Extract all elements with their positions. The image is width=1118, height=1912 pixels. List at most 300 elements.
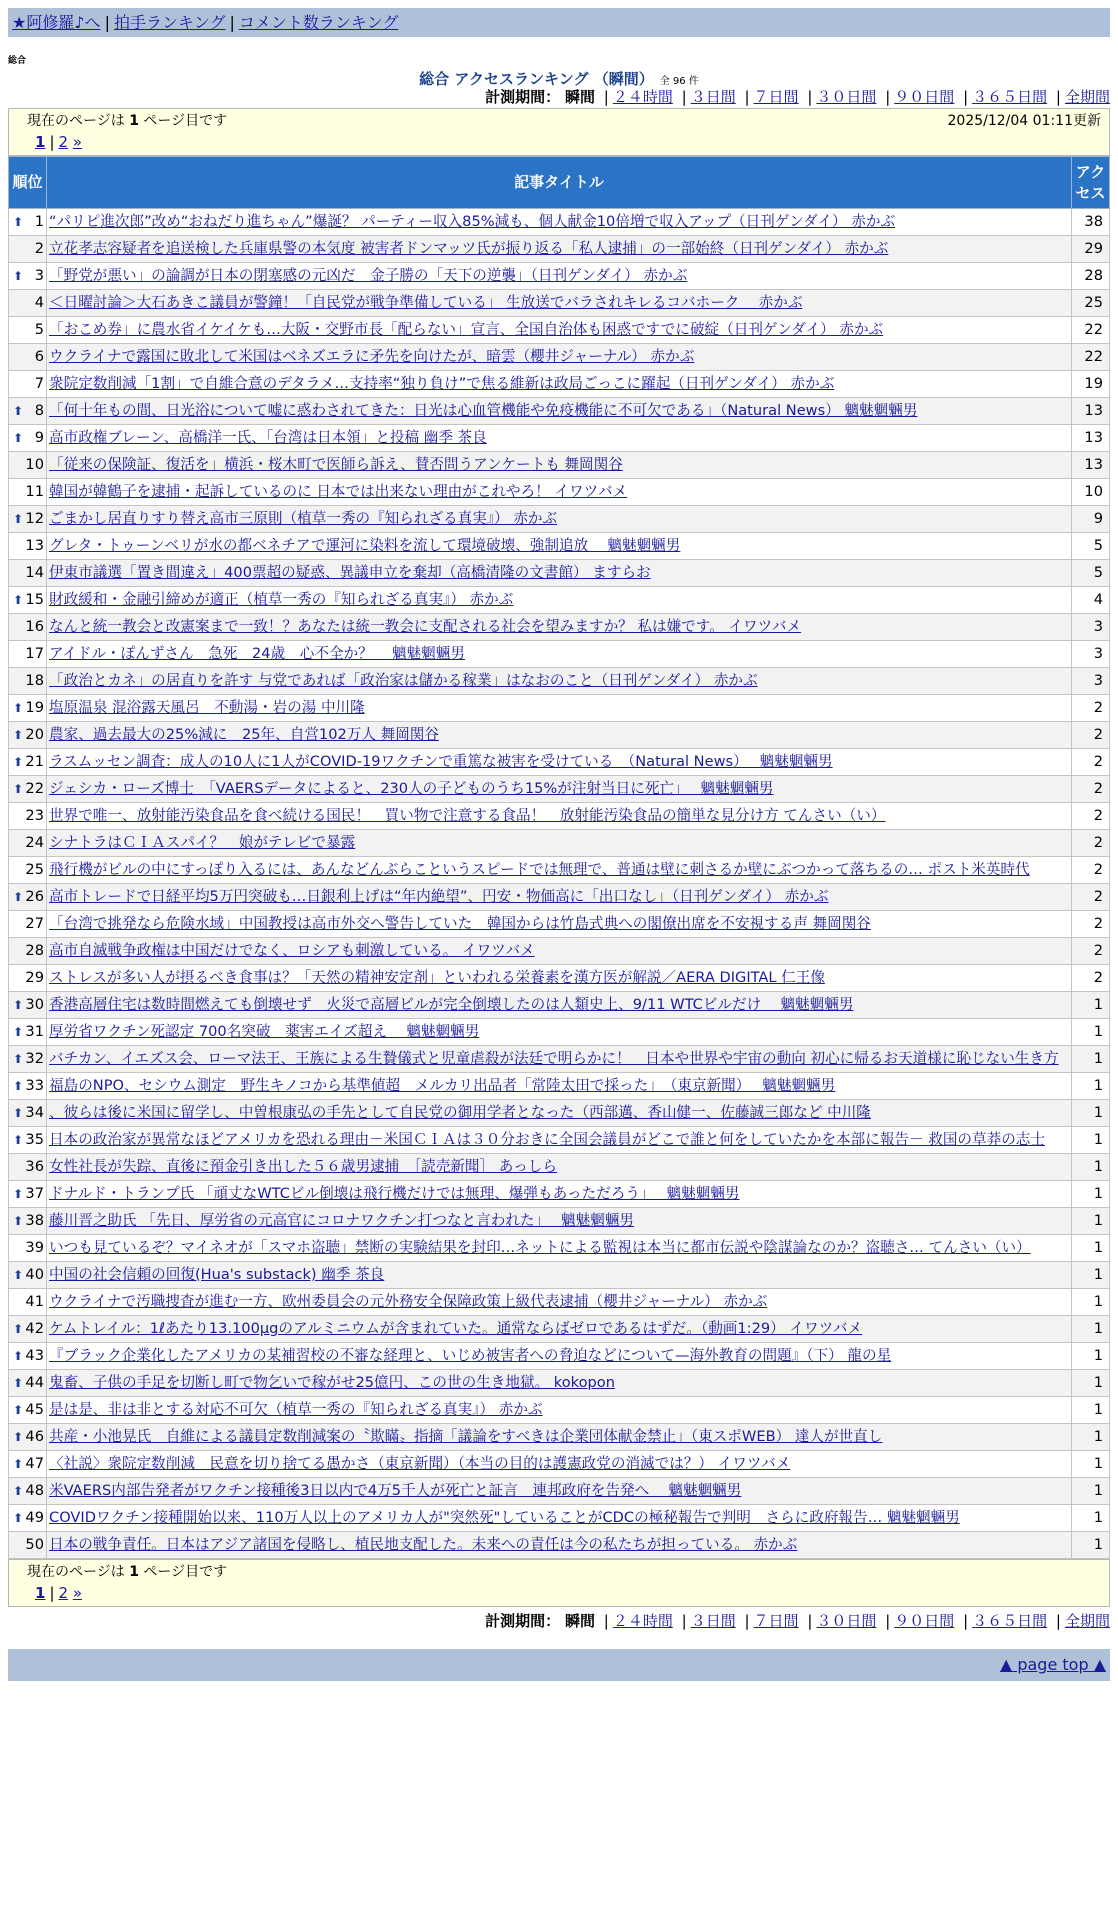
article-link[interactable]: ケムトレイル：1ℓあたり13.100μgのアルミニウムが含まれていた。通常ならばゼロであるはずだ。（動画1:29） イワツバメ bbox=[49, 1320, 863, 1337]
period-link-3d[interactable]: ３日間 bbox=[690, 88, 736, 106]
rank-number: 28 bbox=[25, 942, 44, 959]
rank-number: 17 bbox=[25, 645, 44, 662]
table-row bbox=[9, 425, 1110, 452]
period-link-90d[interactable]: ９０日間 bbox=[894, 1612, 955, 1630]
rank-up-arrow-icon: ⬆ bbox=[13, 1106, 24, 1120]
title-cell bbox=[47, 533, 1072, 560]
rank-cell bbox=[9, 641, 47, 668]
table-row bbox=[9, 290, 1110, 317]
access-count: 9 bbox=[1072, 506, 1110, 533]
article-link[interactable]: 藤川晋之助氏 「先日、厚労省の元高官にコロナワクチン打つなと言われた」 魑魅魍魎男 bbox=[49, 1212, 635, 1229]
next-page-link[interactable]: » bbox=[72, 133, 83, 151]
access-count: 1 bbox=[1072, 1397, 1110, 1424]
access-count: 1 bbox=[1072, 1262, 1110, 1289]
title-cell bbox=[47, 587, 1072, 614]
article-link[interactable]: ごまかし居直りすり替え高市三原則（植草一秀の『知られざる真実』） 赤かぶ bbox=[49, 510, 558, 527]
rank-number: 10 bbox=[25, 456, 44, 473]
article-link[interactable]: 立花孝志容疑者を追送検した兵庫県警の本気度 被害者ドンマッツ氏が振り返る「私人逮捕」の一部始終（日刊ゲンダイ） 赤かぶ bbox=[49, 240, 889, 257]
page-info-box bbox=[8, 108, 1110, 156]
access-count: 2 bbox=[1072, 830, 1110, 857]
title-cell bbox=[47, 1208, 1072, 1235]
rank-up-arrow-icon: ⬆ bbox=[13, 890, 24, 904]
rank-number: 7 bbox=[34, 375, 44, 392]
period-link-7d[interactable]: ７日間 bbox=[753, 1612, 799, 1630]
table-row bbox=[9, 1397, 1110, 1424]
rank-cell bbox=[9, 938, 47, 965]
period-link-24h[interactable]: ２４時間 bbox=[612, 1612, 673, 1630]
rank-up-arrow-icon: ⬆ bbox=[13, 215, 24, 229]
rank-cell bbox=[9, 1424, 47, 1451]
table-row bbox=[9, 587, 1110, 614]
rank-number: 30 bbox=[25, 996, 44, 1013]
title-cell bbox=[47, 1343, 1072, 1370]
article-link[interactable]: 衆院定数削減「1割」で自維合意のデタラメ…支持率“独り負け”で焦る維新は政局ごっこに躍起（日刊ゲンダイ） 赤かぶ bbox=[49, 375, 835, 392]
updated-time: 2025/12/04 01:11更新 bbox=[947, 113, 1101, 129]
clap-ranking-link[interactable]: 拍手ランキング bbox=[113, 13, 226, 32]
table-row bbox=[9, 695, 1110, 722]
rank-number: 14 bbox=[25, 564, 44, 581]
period-link-90d[interactable]: ９０日間 bbox=[894, 88, 955, 106]
rank-cell bbox=[9, 587, 47, 614]
rank-cell bbox=[9, 1208, 47, 1235]
rank-cell bbox=[9, 452, 47, 479]
rank-cell bbox=[9, 371, 47, 398]
article-link[interactable]: ウクライナで汚職捜査が進む一方、欧州委員会の元外務安全保障政策上級代表逮捕（櫻井ジャーナル） 赤かぶ bbox=[49, 1293, 768, 1310]
access-count: 1 bbox=[1072, 1316, 1110, 1343]
rank-cell bbox=[9, 1397, 47, 1424]
rank-cell bbox=[9, 1370, 47, 1397]
article-link[interactable]: ドナルド・トランプ氏 「頑丈なWTCビル倒壊は飛行機だけでは無理、爆弾もあっただろう」 魑魅魍魎男 bbox=[49, 1185, 740, 1202]
access-count: 3 bbox=[1072, 614, 1110, 641]
rank-number: 27 bbox=[25, 915, 44, 932]
rank-cell bbox=[9, 1073, 47, 1100]
article-link[interactable]: 「台湾で挑発なら危険水域」中国教授は高市外交へ警告していた 韓国からは竹島式典への閣僚出席を不安視する声 舞岡関谷 bbox=[49, 915, 871, 932]
period-current: 瞬間 bbox=[564, 88, 595, 106]
comment-ranking-link[interactable]: コメント数ランキング bbox=[238, 13, 399, 32]
rank-number: 31 bbox=[25, 1023, 44, 1040]
article-link[interactable]: 高市自滅戦争政権は中国だけでなく、ロシアも刺激している。 イワツバメ bbox=[49, 942, 535, 959]
rank-number: 9 bbox=[34, 429, 44, 446]
page-2-link[interactable]: 2 bbox=[58, 1584, 69, 1602]
title-cell bbox=[47, 560, 1072, 587]
table-row bbox=[9, 911, 1110, 938]
table-row bbox=[9, 209, 1110, 236]
rank-number: 40 bbox=[25, 1266, 44, 1283]
rank-number: 23 bbox=[25, 807, 44, 824]
table-row bbox=[9, 1046, 1110, 1073]
title-cell bbox=[47, 1397, 1072, 1424]
table-row bbox=[9, 1154, 1110, 1181]
access-count: 2 bbox=[1072, 695, 1110, 722]
period-link-365d[interactable]: ３６５日間 bbox=[972, 88, 1048, 106]
title-cell bbox=[47, 695, 1072, 722]
rank-up-arrow-icon: ⬆ bbox=[13, 728, 24, 742]
access-count: 4 bbox=[1072, 587, 1110, 614]
access-count: 2 bbox=[1072, 938, 1110, 965]
top-navigation: ★阿修羅♪へ | 拍手ランキング | コメント数ランキング bbox=[8, 8, 1110, 37]
period-link-365d[interactable]: ３６５日間 bbox=[972, 1612, 1048, 1630]
page-title-text: 総合 アクセスランキング （瞬間） bbox=[419, 70, 654, 88]
rank-number: 34 bbox=[25, 1104, 44, 1121]
article-link[interactable]: 飛行機がビルの中にすっぽり入るには、あんなどんぶらこというスピードでは無理で、普通は壁に刺さるか壁にぶつかって落ちるの… ポスト米英時代 bbox=[49, 861, 1030, 878]
access-count: 2 bbox=[1072, 722, 1110, 749]
access-count: 1 bbox=[1072, 1046, 1110, 1073]
period-current: 瞬間 bbox=[564, 1612, 595, 1630]
rank-cell bbox=[9, 1154, 47, 1181]
article-link[interactable]: 、彼らは後に米国に留学し、中曽根康弘の手先として自民党の御用学者となった（西部邁、香山健一、佐藤誠三郎など 中川隆 bbox=[49, 1104, 871, 1121]
table-row bbox=[9, 1073, 1110, 1100]
rank-number: 2 bbox=[34, 240, 44, 257]
rank-number: 15 bbox=[25, 591, 44, 608]
title-cell bbox=[47, 425, 1072, 452]
title-cell bbox=[47, 1154, 1072, 1181]
article-link[interactable]: 〈社説〉衆院定数削減 民意を切り捨てる愚かさ（東京新聞）（本当の目的は護憲政党の消滅では？） イワツバメ bbox=[49, 1455, 791, 1472]
rank-up-arrow-icon: ⬆ bbox=[13, 1214, 24, 1228]
table-row bbox=[9, 938, 1110, 965]
article-link[interactable]: COVIDワクチン接種開始以来、110万人以上のアメリカ人が"突然死"していることがCDCの極秘報告で判明 さらに政府報告… 魑魅魍魎男 bbox=[49, 1509, 960, 1526]
title-cell bbox=[47, 965, 1072, 992]
article-link[interactable]: 「政治とカネ」の居直りを許す 与党であれば「政治家は儲かる稼業」はなおのこと（日刊ゲンダイ） 赤かぶ bbox=[49, 672, 758, 689]
access-count: 1 bbox=[1072, 1370, 1110, 1397]
title-cell bbox=[47, 668, 1072, 695]
rank-up-arrow-icon: ⬆ bbox=[13, 1403, 24, 1417]
rank-number: 24 bbox=[25, 834, 44, 851]
article-link[interactable]: アイドル・ぽんずさん 急死 24歳 心不全か？ 魑魅魍魎男 bbox=[49, 645, 465, 662]
article-link[interactable]: ＜日曜討論＞大石あきこ議員が警鐘！「自民党が戦争準備している」 生放送でバラされキレるコバホーク 赤かぶ bbox=[49, 294, 803, 311]
access-count: 1 bbox=[1072, 1100, 1110, 1127]
article-link[interactable]: ラスムッセン調査：成人の10人に1人がCOVID-19ワクチンで重篤な被害を受けている （Natural News） 魑魅魍魎男 bbox=[49, 753, 833, 770]
article-link[interactable]: ウクライナで露国に敗北して米国はベネズエラに矛先を向けたが、暗雲（櫻井ジャーナル） 赤かぶ bbox=[49, 348, 695, 365]
rank-number: 44 bbox=[25, 1374, 44, 1391]
table-row bbox=[9, 1181, 1110, 1208]
rank-cell bbox=[9, 1235, 47, 1262]
table-row bbox=[9, 1424, 1110, 1451]
title-cell bbox=[47, 830, 1072, 857]
title-cell bbox=[47, 290, 1072, 317]
title-cell bbox=[47, 1451, 1072, 1478]
title-cell bbox=[47, 479, 1072, 506]
article-link[interactable]: 世界で唯一、放射能汚染食品を食べ続ける国民！ 買い物で注意する食品！ 放射能汚染食品の簡単な見分け方 てんさい（い） bbox=[49, 807, 886, 824]
title-cell bbox=[47, 992, 1072, 1019]
rank-number: 4 bbox=[34, 294, 44, 311]
access-count: 1 bbox=[1072, 1127, 1110, 1154]
article-link[interactable]: 韓国が韓鶴子を逮捕・起訴しているのに 日本では出来ない理由がこれやろ！ イワツバメ bbox=[49, 483, 628, 500]
rank-cell bbox=[9, 668, 47, 695]
table-row bbox=[9, 236, 1110, 263]
title-cell bbox=[47, 1181, 1072, 1208]
access-count: 13 bbox=[1072, 452, 1110, 479]
rank-number: 25 bbox=[25, 861, 44, 878]
page-1-link[interactable]: 1 bbox=[35, 133, 46, 151]
rank-number: 19 bbox=[25, 699, 44, 716]
article-link[interactable]: 女性社長が失踪、直後に預金引き出した５６歳男逮捕 ［読売新聞］ あっしら bbox=[49, 1158, 557, 1175]
table-row bbox=[9, 992, 1110, 1019]
title-cell bbox=[47, 749, 1072, 776]
rank-cell bbox=[9, 560, 47, 587]
rank-up-arrow-icon: ⬆ bbox=[13, 1457, 24, 1471]
rank-number: 5 bbox=[34, 321, 44, 338]
rank-up-arrow-icon: ⬆ bbox=[13, 1430, 24, 1444]
rank-number: 12 bbox=[25, 510, 44, 527]
period-link-all[interactable]: 全期間 bbox=[1064, 88, 1110, 106]
rank-number: 48 bbox=[25, 1482, 44, 1499]
table-row bbox=[9, 1343, 1110, 1370]
page-info-box-bottom bbox=[8, 1559, 1110, 1607]
rank-cell bbox=[9, 1262, 47, 1289]
article-link[interactable]: ジェシカ・ローズ博士 「VAERSデータによると、230人の子どものうち15%が注射当日に死亡」 魑魅魍魎男 bbox=[49, 780, 774, 797]
rank-cell bbox=[9, 263, 47, 290]
article-link[interactable]: いつも見ているぞ？マイネオが「スマホ盗聴」禁断の実験結果を封印…ネットによる監視は本当に都市伝説や陰謀論なのか？盗聴さ… てんさい（い） bbox=[49, 1239, 1031, 1256]
rank-up-arrow-icon: ⬆ bbox=[13, 431, 24, 445]
rank-number: 38 bbox=[25, 1212, 44, 1229]
period-link-7d[interactable]: ７日間 bbox=[753, 88, 799, 106]
next-page-link[interactable]: » bbox=[72, 1584, 83, 1602]
rank-cell bbox=[9, 911, 47, 938]
rank-cell bbox=[9, 344, 47, 371]
access-count: 5 bbox=[1072, 560, 1110, 587]
title-cell bbox=[47, 236, 1072, 263]
article-link[interactable]: 共産・小池晃氏 自維による議員定数削減案の〝欺瞞〟指摘「議論をすべきは企業団体献金禁止」（東スポWEB） 達人が世直し bbox=[49, 1428, 883, 1445]
access-count: 29 bbox=[1072, 236, 1110, 263]
article-link[interactable]: 高市政権ブレーン、高橋洋一氏、「台湾は日本領」と投稿 幽季 茶良 bbox=[49, 429, 487, 446]
table-row bbox=[9, 722, 1110, 749]
total-count: 全 96 件 bbox=[659, 76, 699, 87]
article-link[interactable]: 香港高層住宅は数時間燃えても倒壊せず 火災で高層ビルが完全倒壊したのは人類史上、9/11 WTCビルだけ 魑魅魍魎男 bbox=[49, 996, 854, 1013]
rank-cell bbox=[9, 506, 47, 533]
title-cell bbox=[47, 776, 1072, 803]
title-cell bbox=[47, 263, 1072, 290]
rank-number: 13 bbox=[25, 537, 44, 554]
table-row bbox=[9, 1127, 1110, 1154]
rank-up-arrow-icon: ⬆ bbox=[13, 1322, 24, 1336]
rank-cell bbox=[9, 776, 47, 803]
rank-up-arrow-icon: ⬆ bbox=[13, 269, 24, 283]
rank-number: 6 bbox=[34, 348, 44, 365]
access-count: 1 bbox=[1072, 992, 1110, 1019]
rank-cell bbox=[9, 695, 47, 722]
article-link[interactable]: 伊東市議選「置き間違え」400票超の疑惑、異議申立を棄却（高橋清隆の文書館） ますらお bbox=[49, 564, 651, 581]
title-cell bbox=[47, 614, 1072, 641]
access-count: 3 bbox=[1072, 668, 1110, 695]
rank-number: 50 bbox=[25, 1536, 44, 1553]
access-count: 2 bbox=[1072, 965, 1110, 992]
rank-cell bbox=[9, 1127, 47, 1154]
table-row bbox=[9, 398, 1110, 425]
rank-up-arrow-icon: ⬆ bbox=[13, 755, 24, 769]
table-row bbox=[9, 614, 1110, 641]
article-link[interactable]: グレタ・トゥーンベリが水の都ベネチアで運河に染料を流して環境破壊、強制追放 魑魅魍魎男 bbox=[49, 537, 681, 554]
article-link[interactable]: ストレスが多い人が摂るべき食事は？「天然の精神安定剤」といわれる栄養素を漢方医が解説／AERA DIGITAL 仁王像 bbox=[49, 969, 825, 986]
rank-cell bbox=[9, 722, 47, 749]
title-cell bbox=[47, 1370, 1072, 1397]
article-link[interactable]: 『ブラック企業化したアメリカの某補習校の不審な経理と、いじめ被害者への脅迫などについて—海外教育の問題』（下） 龍の星 bbox=[49, 1347, 892, 1364]
pager-top: 1 | 2 » bbox=[35, 133, 83, 151]
access-count: 10 bbox=[1072, 479, 1110, 506]
article-link[interactable]: 「何十年もの間、日光浴について嘘に惑わされてきた：日光は心血管機能や免疫機能に不可欠である」（Natural News） 魑魅魍魎男 bbox=[49, 402, 918, 419]
article-link[interactable]: 日本の戦争責任。日本はアジア諸国を侵略し、植民地支配した。未来への責任は今の私たちが担っている。 赤かぶ bbox=[49, 1536, 798, 1553]
table-row bbox=[9, 749, 1110, 776]
access-count: 28 bbox=[1072, 263, 1110, 290]
rank-up-arrow-icon: ⬆ bbox=[13, 1133, 24, 1147]
table-row bbox=[9, 1235, 1110, 1262]
table-row bbox=[9, 452, 1110, 479]
period-link-24h[interactable]: ２４時間 bbox=[612, 88, 673, 106]
rank-up-arrow-icon: ⬆ bbox=[13, 1079, 24, 1093]
article-link[interactable]: “パリピ進次郎”改め“おねだり進ちゃん”爆誕？ パーティー収入85%減も、個人献金10倍増で収入アップ（日刊ゲンダイ） 赤かぶ bbox=[49, 213, 896, 230]
table-row bbox=[9, 263, 1110, 290]
rank-number: 45 bbox=[25, 1401, 44, 1418]
rank-cell bbox=[9, 1505, 47, 1532]
rank-number: 46 bbox=[25, 1428, 44, 1445]
rank-number: 29 bbox=[25, 969, 44, 986]
title-cell bbox=[47, 1019, 1072, 1046]
rank-number: 41 bbox=[25, 1293, 44, 1310]
article-link[interactable]: 中国の社会信頼の回復(Hua's substack) 幽季 茶良 bbox=[49, 1266, 385, 1283]
title-cell bbox=[47, 641, 1072, 668]
rank-cell bbox=[9, 1100, 47, 1127]
rank-cell bbox=[9, 884, 47, 911]
table-row bbox=[9, 1532, 1110, 1559]
rank-cell bbox=[9, 1019, 47, 1046]
access-count: 1 bbox=[1072, 1343, 1110, 1370]
title-cell bbox=[47, 209, 1072, 236]
rank-cell bbox=[9, 1181, 47, 1208]
table-row bbox=[9, 344, 1110, 371]
access-count: 19 bbox=[1072, 371, 1110, 398]
article-link[interactable]: 是は是、非は非とする対応不可欠（植草一秀の『知られざる真実』） 赤かぶ bbox=[49, 1401, 543, 1418]
table-row bbox=[9, 479, 1110, 506]
title-cell bbox=[47, 371, 1072, 398]
category-label: 総合 bbox=[8, 56, 27, 66]
rank-up-arrow-icon: ⬆ bbox=[13, 1025, 24, 1039]
table-row bbox=[9, 668, 1110, 695]
rank-up-arrow-icon: ⬆ bbox=[13, 998, 24, 1012]
page-2-link[interactable]: 2 bbox=[58, 133, 69, 151]
access-header: アクセス bbox=[1072, 157, 1110, 209]
access-count: 38 bbox=[1072, 209, 1110, 236]
article-link[interactable]: 農家、過去最大の25%減に 25年、自営102万人 舞岡関谷 bbox=[49, 726, 439, 743]
table-row bbox=[9, 1208, 1110, 1235]
title-cell bbox=[47, 1289, 1072, 1316]
article-link[interactable]: 鬼畜、子供の手足を切断し町で物乞いで稼がせ25億円、この世の生き地獄。 kokopon bbox=[49, 1374, 615, 1391]
table-row bbox=[9, 1019, 1110, 1046]
title-cell bbox=[47, 1235, 1072, 1262]
title-cell bbox=[47, 317, 1072, 344]
title-cell bbox=[47, 1316, 1072, 1343]
access-count: 25 bbox=[1072, 290, 1110, 317]
period-selector-bottom: 計測期間： 瞬間 | ２４時間 | ３日間 | ７日間 | ３０日間 | ９０日間 | ３６５日間 | 全期間 bbox=[485, 1612, 1110, 1630]
table-row bbox=[9, 1478, 1110, 1505]
rank-cell bbox=[9, 317, 47, 344]
period-link-30d[interactable]: ３０日間 bbox=[816, 1612, 877, 1630]
rank-cell bbox=[9, 965, 47, 992]
rank-number: 36 bbox=[25, 1158, 44, 1175]
table-row bbox=[9, 857, 1110, 884]
period-selector: 計測期間： 瞬間 | ２４時間 | ３日間 | ７日間 | ３０日間 | ９０日間 | ３６５日間 | 全期間 bbox=[485, 88, 1110, 106]
article-link[interactable]: 日本の政治家が異常なほどアメリカを恐れる理由－米国ＣＩＡは３０分おきに全国会議員がどこで誰と何をしていたかを本部に報告－ 救国の草莽の志士 bbox=[49, 1131, 1045, 1148]
title-cell bbox=[47, 506, 1072, 533]
period-link-all[interactable]: 全期間 bbox=[1064, 1612, 1110, 1630]
access-count: 22 bbox=[1072, 344, 1110, 371]
rank-number: 18 bbox=[25, 672, 44, 689]
page-1-link[interactable]: 1 bbox=[35, 1584, 46, 1602]
table-row bbox=[9, 830, 1110, 857]
article-link[interactable]: 「野党が悪い」の論調が日本の閉塞感の元凶だ 金子勝の「天下の逆襲」（日刊ゲンダイ） 赤かぶ bbox=[49, 267, 688, 284]
rank-cell bbox=[9, 1046, 47, 1073]
rank-up-arrow-icon: ⬆ bbox=[13, 1484, 24, 1498]
table-row bbox=[9, 560, 1110, 587]
article-link[interactable]: 塩原温泉 混浴露天風呂 不動湯・岩の湯 中川隆 bbox=[49, 699, 365, 716]
rank-number: 1 bbox=[34, 213, 44, 230]
rank-up-arrow-icon: ⬆ bbox=[13, 1052, 24, 1066]
rank-number: 49 bbox=[25, 1509, 44, 1526]
title-cell bbox=[47, 1505, 1072, 1532]
access-count: 2 bbox=[1072, 776, 1110, 803]
access-count: 1 bbox=[1072, 1532, 1110, 1559]
table-row bbox=[9, 1370, 1110, 1397]
article-link[interactable]: 財政緩和・金融引締めが適正（植草一秀の『知られざる真実』） 赤かぶ bbox=[49, 591, 514, 608]
title-cell bbox=[47, 803, 1072, 830]
article-link[interactable]: 「従来の保険証、復活を」横浜・桜木町で医師ら訴え、賛否問うアンケートも 舞岡関谷 bbox=[49, 456, 623, 473]
rank-cell bbox=[9, 479, 47, 506]
rank-cell bbox=[9, 209, 47, 236]
page-top-link[interactable]: ▲ page top ▲ bbox=[999, 1655, 1106, 1674]
rank-cell bbox=[9, 992, 47, 1019]
rank-cell bbox=[9, 290, 47, 317]
table-row bbox=[9, 1289, 1110, 1316]
title-cell bbox=[47, 938, 1072, 965]
rank-up-arrow-icon: ⬆ bbox=[13, 404, 24, 418]
access-count: 2 bbox=[1072, 911, 1110, 938]
rank-cell bbox=[9, 533, 47, 560]
article-link[interactable]: 高市トレードで日経平均5万円突破も…日銀利上げは“年内絶望”、円安・物価高に「出口なし」（日刊ゲンダイ） 赤かぶ bbox=[49, 888, 829, 905]
rank-number: 8 bbox=[34, 402, 44, 419]
access-count: 1 bbox=[1072, 1478, 1110, 1505]
article-link[interactable]: 米VAERS内部告発者がワクチン接種後3日以内で4万5千人が死亡と証言 連邦政府を告発へ 魑魅魍魎男 bbox=[49, 1482, 742, 1499]
rank-number: 35 bbox=[25, 1131, 44, 1148]
article-link[interactable]: バチカン、イエズス会、ローマ法王、王族による生贄儀式と児童虐殺が法廷で明らかに！ 日本や世界や宇宙の動向 初心に帰るお天道様に恥じない生き方 bbox=[49, 1050, 1059, 1067]
period-link-3d[interactable]: ３日間 bbox=[690, 1612, 736, 1630]
rank-number: 3 bbox=[34, 267, 44, 284]
article-link[interactable]: 「おこめ券」に農水省イケイケも…大阪・交野市長「配らない」宣言、全国自治体も困惑ですでに破綻（日刊ゲンダイ） 赤かぶ bbox=[49, 321, 884, 338]
article-link[interactable]: 厚労省ワクチン死認定 700名突破 薬害エイズ超え 魑魅魍魎男 bbox=[49, 1023, 480, 1040]
table-row bbox=[9, 1505, 1110, 1532]
article-link[interactable]: 福島のNPO、セシウム測定 野生キノコから基準値超 メルカリ出品者「常陸太田で採った」 （東京新聞） 魑魅魍魎男 bbox=[49, 1077, 836, 1094]
period-link-30d[interactable]: ３０日間 bbox=[816, 88, 877, 106]
table-row bbox=[9, 317, 1110, 344]
article-link[interactable]: なんと統一教会と改憲案まで一致！？あなたは統一教会に支配される社会を望みますか？ 私は嫌です。 イワツバメ bbox=[49, 618, 802, 635]
ranking-rows bbox=[9, 209, 1110, 1559]
rank-number: 47 bbox=[25, 1455, 44, 1472]
access-count: 1 bbox=[1072, 1181, 1110, 1208]
current-page-text: 現在のページは 1 ページ目です bbox=[27, 113, 228, 129]
rank-up-arrow-icon: ⬆ bbox=[13, 593, 24, 607]
access-count: 1 bbox=[1072, 1208, 1110, 1235]
table-row bbox=[9, 506, 1110, 533]
home-link[interactable]: ★阿修羅♪へ bbox=[12, 13, 101, 32]
table-row bbox=[9, 1316, 1110, 1343]
title-cell bbox=[47, 857, 1072, 884]
rank-up-arrow-icon: ⬆ bbox=[13, 1511, 24, 1525]
rank-number: 16 bbox=[25, 618, 44, 635]
access-count: 1 bbox=[1072, 1424, 1110, 1451]
article-link[interactable]: シナトラはＣＩＡスパイ？ 娘がテレビで暴露 bbox=[49, 834, 356, 851]
rank-number: 33 bbox=[25, 1077, 44, 1094]
table-row bbox=[9, 965, 1110, 992]
rank-cell bbox=[9, 398, 47, 425]
rank-cell bbox=[9, 1532, 47, 1559]
table-row bbox=[9, 1100, 1110, 1127]
